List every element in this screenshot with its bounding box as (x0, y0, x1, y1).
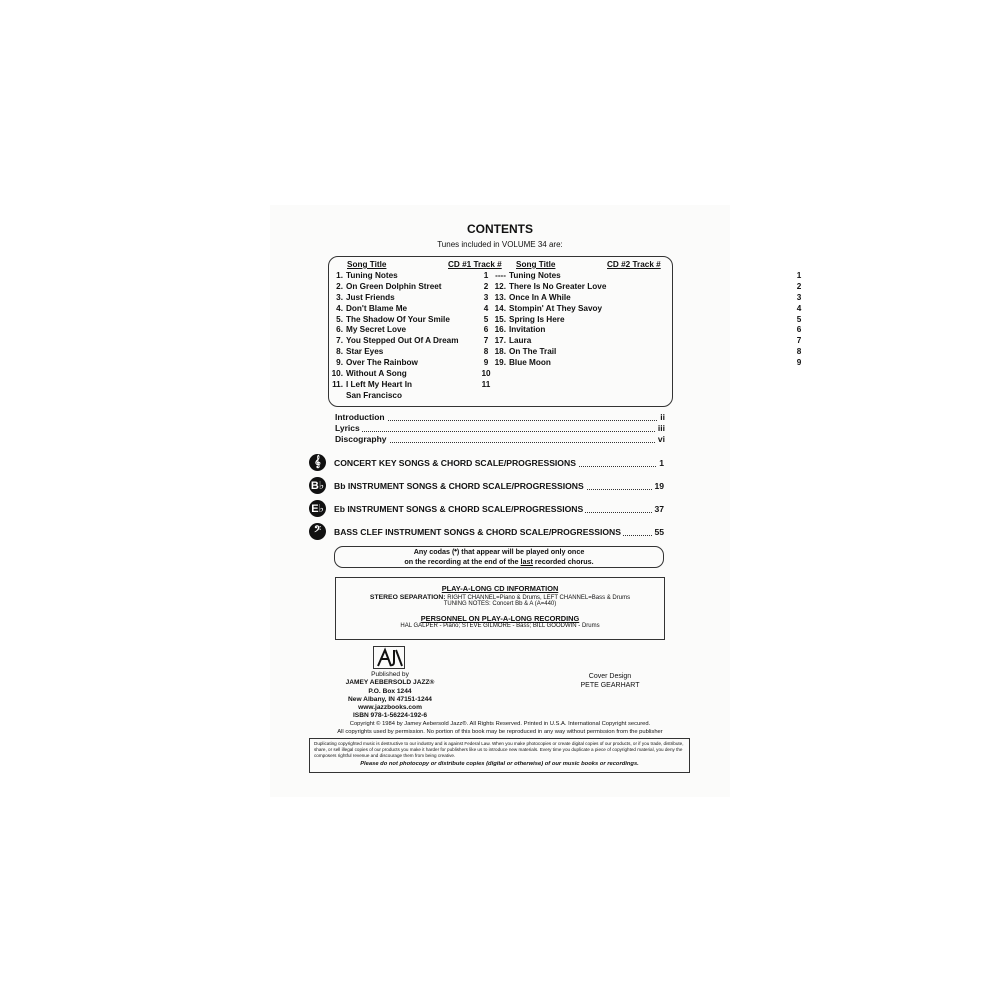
treble-clef-icon: 𝄞 (309, 454, 326, 471)
song-track: 8 (796, 347, 802, 357)
section-entry (334, 504, 664, 516)
cover-credit (575, 672, 645, 690)
song-title: Tuning Notes (509, 271, 561, 280)
song-title: You Stepped Out Of A Dream (346, 336, 459, 346)
toc-label: Discography (335, 434, 387, 444)
cd1-song-row (331, 304, 491, 315)
codas-note-last: last (520, 556, 533, 566)
publisher-name: JAMEY AEBERSOLD JAZZ® (345, 679, 435, 687)
song-number: 7. (336, 336, 343, 346)
section-page: 37 (654, 504, 664, 514)
cd2-song-row (494, 325, 802, 336)
song-track: 5 (483, 314, 489, 324)
cd2-song-row (494, 358, 802, 369)
cd1-track-header: CD #1 Track # (448, 260, 502, 269)
publisher-logo (373, 646, 405, 669)
song-title: Blue Moon (509, 358, 551, 368)
warning-bold: Please do not photocopy or distribute copies (digital or otherwise) of our music books or recordings. (360, 760, 639, 767)
song-number: 6. (336, 325, 343, 335)
song-number: 1. (336, 271, 343, 280)
song-number: 12. (494, 281, 506, 291)
song-track: 10 (481, 369, 491, 379)
cover-label: Cover Design (588, 673, 632, 680)
song-number: 14. (494, 303, 506, 313)
song-number: 9. (336, 358, 343, 368)
song-title: Just Friends (346, 292, 395, 302)
cd2-track-header: CD #2 Track # (607, 260, 661, 269)
cd1-song-row (331, 282, 491, 293)
song-track: 6 (483, 325, 489, 335)
song-title: On The Trail (509, 347, 557, 357)
song-title: Star Eyes (346, 347, 384, 357)
song-track: 2 (796, 281, 802, 291)
personnel-text: HAL GALPER - Piano; STEVE GILMORE - Bass; BILL GOODWIN - Drums (400, 623, 600, 629)
cover-name: PETE GEARHART (580, 682, 640, 689)
song-track: 2 (483, 281, 489, 291)
song-title: Tuning Notes (346, 271, 398, 280)
toc-page: ii (660, 412, 665, 422)
section-label: Bb INSTRUMENT SONGS & CHORD SCALE/PROGRESSIONS (334, 481, 584, 491)
song-title: On Green Dolphin Street (346, 281, 442, 291)
personnel-heading: PERSONNEL ON PLAY-A-LONG RECORDING (420, 614, 580, 623)
song-title: San Francisco (346, 390, 402, 400)
cd2-song-row (494, 347, 802, 358)
song-title: Spring Is Here (509, 314, 565, 324)
warning-text: Duplicating copyrighted music is destructive to our industry and is against Federal Law. When you make photocopies or create digital copies of our products, or if you trade, distribute, share, or sell illegal copies of our products you make it harder for publishers like us to introduce new materials. Every time you duplicate a piece of copyrighted material, you deny the composers rightful revenue and discourage them from being creative. (314, 741, 684, 759)
page-subtitle: Tunes included in VOLUME 34 are: (437, 240, 563, 249)
song-title: Over The Rainbow (346, 358, 418, 368)
song-track: 8 (483, 347, 489, 357)
song-number: 16. (494, 325, 506, 335)
song-track: 1 (483, 271, 489, 280)
stereo-text: RIGHT CHANNEL=Piano & Drums, LEFT CHANNEL=Bass & Drums (445, 595, 631, 601)
toc-page: vi (657, 434, 665, 444)
cd2-title-header: Song Title (516, 260, 556, 269)
section-entry (334, 458, 664, 470)
cd2-song-row (494, 314, 802, 326)
cd2-song-row (494, 271, 802, 282)
song-number: 2. (336, 281, 343, 291)
publisher-city: New Albany, IN 47151-1244 (348, 695, 432, 703)
song-number: 13. (494, 292, 506, 302)
song-number: 3. (336, 292, 343, 302)
cd1-song-row (331, 336, 491, 347)
cd1-song-row (331, 358, 491, 369)
song-number: 17. (494, 336, 506, 346)
section-label: Eb INSTRUMENT SONGS & CHORD SCALE/PROGRESSIONS (334, 504, 584, 514)
e-flat-icon: E♭ (309, 500, 326, 517)
publisher-block (330, 671, 450, 721)
dotted-leader (335, 431, 665, 432)
song-track: 9 (796, 358, 802, 368)
bass-clef-icon: 𝄢 (309, 523, 326, 540)
song-title: Invitation (509, 325, 546, 335)
song-number: 4. (336, 303, 343, 313)
tuning-text: TUNING NOTES: Concert Bb & A (A=440) (443, 601, 557, 607)
cd1-song-list (331, 271, 491, 402)
song-track: 6 (796, 325, 802, 335)
song-number: 10. (331, 369, 343, 379)
cd1-song-row (331, 293, 491, 304)
cd-info-box (335, 577, 665, 640)
song-track: 4 (796, 303, 802, 313)
toc-entry (335, 434, 665, 446)
song-title: The Shadow Of Your Smile (346, 314, 450, 324)
song-track: 3 (483, 292, 489, 302)
codas-note-line2c: recorded chorus. (532, 556, 594, 566)
codas-note-line1: Any codas (𝄌) that appear will be played only once (413, 547, 585, 556)
cd2-song-row (494, 336, 802, 347)
section-entry (334, 481, 664, 493)
b-flat-icon: B♭ (309, 477, 326, 494)
publisher-isbn: ISBN 978-1-56224-192-6 (352, 712, 428, 720)
song-track: 5 (796, 314, 802, 324)
cd2-song-row (494, 292, 802, 304)
song-number: ---- (495, 271, 506, 280)
cd1-song-row (331, 347, 491, 358)
song-track: 9 (483, 358, 489, 368)
section-page: 1 (659, 458, 664, 468)
cd1-song-row (331, 325, 491, 336)
cd2-song-row (494, 281, 802, 293)
copyright-line2: All copyrights used by permission. No portion of this book may be reproduced in any way without permission from the publisher (337, 729, 663, 735)
codas-note-line2a: on the recording at the end of the (404, 556, 521, 566)
song-title: Don't Blame Me (346, 303, 408, 313)
song-title: There Is No Greater Love (509, 281, 607, 291)
cd1-song-row (331, 369, 491, 380)
song-title: Stompin' At They Savoy (509, 303, 603, 313)
cd1-title-header: Song Title (347, 260, 387, 269)
song-title: Once In A While (509, 292, 571, 302)
codas-note (334, 546, 664, 568)
song-track: 3 (796, 292, 802, 302)
song-list-box (328, 256, 802, 407)
section-label: BASS CLEF INSTRUMENT SONGS & CHORD SCALE/PROGRESSIONS (334, 527, 621, 537)
cd1-song-row (331, 380, 491, 391)
toc-label: Lyrics (335, 423, 360, 433)
toc-label: Introduction (335, 412, 385, 422)
song-track: 11 (481, 379, 491, 389)
song-track: 1 (796, 271, 802, 280)
publisher-po-box: P.O. Box 1244 (368, 687, 412, 695)
song-track: 7 (796, 336, 802, 346)
copyright-line1: Copyright © 1984 by Jamey Aebersold Jazz®. All Rights Reserved. Printed in U.S.A. International Copyright secured. (349, 721, 651, 727)
song-number: 5. (336, 314, 343, 324)
published-by: Published by (371, 671, 409, 678)
section-page: 19 (654, 481, 664, 491)
song-number: 11. (332, 379, 343, 389)
copyright-warning-box (309, 738, 690, 773)
publisher-web: www.jazzbooks.com (358, 704, 422, 712)
song-number: 19. (494, 358, 506, 368)
song-title: My Secret Love (346, 325, 407, 335)
section-label: CONCERT KEY SONGS & CHORD SCALE/PROGRESSIONS (334, 458, 576, 468)
section-page: 55 (654, 527, 664, 537)
cd2-song-list (494, 271, 802, 369)
song-title: Laura (509, 336, 532, 346)
song-title: I Left My Heart In (346, 379, 412, 389)
cd1-song-row (331, 271, 491, 282)
page-title: CONTENTS (467, 222, 533, 236)
song-number: 15. (494, 314, 506, 324)
song-track: 4 (483, 303, 489, 313)
toc-page: iii (657, 423, 665, 433)
song-track: 7 (483, 336, 489, 346)
song-title: Without A Song (346, 369, 407, 379)
song-number: 18. (494, 347, 506, 357)
cd2-song-row (494, 303, 802, 315)
cd1-song-row (331, 315, 491, 326)
section-entry (334, 527, 664, 539)
stereo-label: STEREO SEPARATION: (369, 594, 446, 601)
cd1-song-row (331, 391, 491, 402)
cd-info-heading: PLAY-A-LONG CD INFORMATION (441, 584, 559, 593)
song-number: 8. (336, 347, 343, 357)
